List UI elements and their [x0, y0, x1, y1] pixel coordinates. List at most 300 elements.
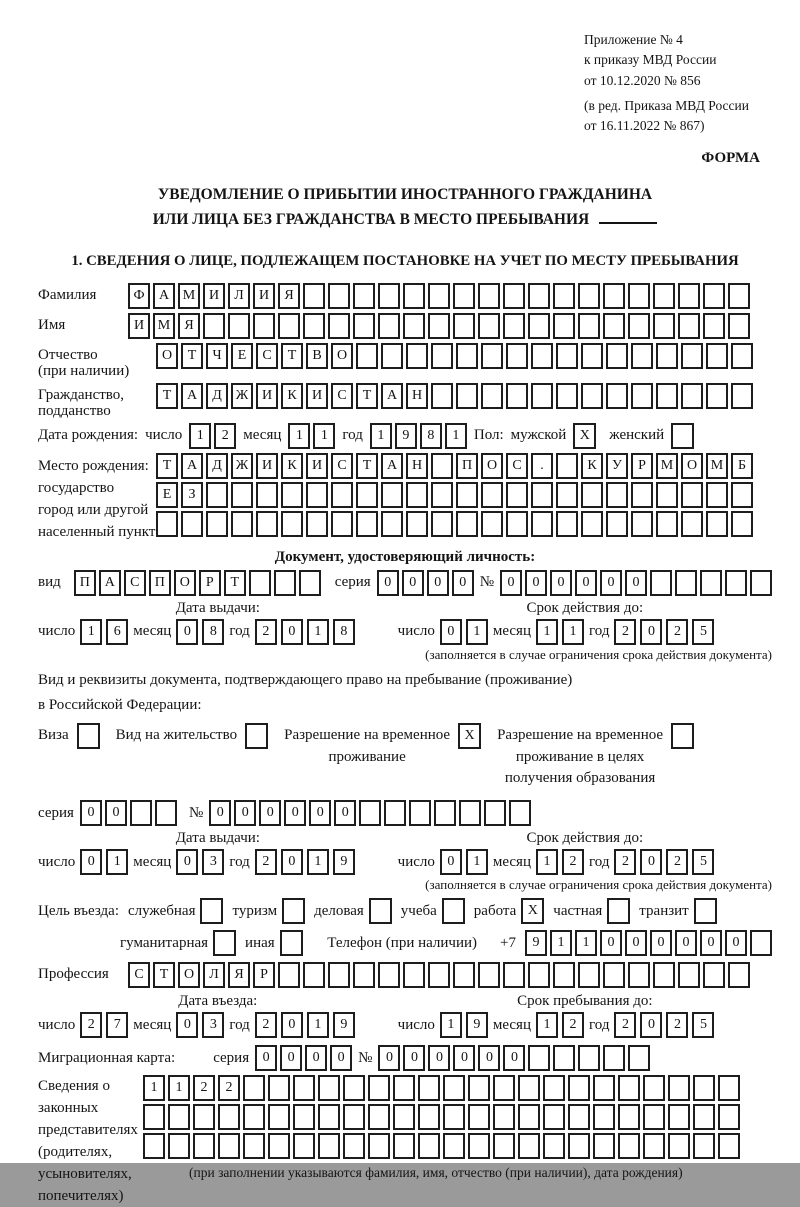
char-box[interactable]: 0 [209, 800, 231, 826]
char-box[interactable]: 3 [202, 849, 224, 875]
char-box[interactable] [256, 511, 278, 537]
char-box[interactable]: М [153, 313, 175, 339]
char-box[interactable] [431, 482, 453, 508]
char-box[interactable] [256, 482, 278, 508]
char-box[interactable]: 2 [214, 423, 236, 449]
char-box[interactable]: 0 [281, 619, 303, 645]
char-box[interactable] [706, 511, 728, 537]
char-box[interactable]: П [456, 453, 478, 479]
char-box[interactable]: 0 [700, 930, 722, 956]
char-box[interactable]: 0 [176, 619, 198, 645]
char-box[interactable] [728, 313, 750, 339]
char-box[interactable]: С [506, 453, 528, 479]
char-box[interactable]: 2 [255, 1012, 277, 1038]
char-box[interactable]: З [181, 482, 203, 508]
char-box[interactable] [531, 343, 553, 369]
char-box[interactable] [725, 570, 747, 596]
char-box[interactable] [656, 383, 678, 409]
char-box[interactable] [443, 1075, 465, 1101]
char-box[interactable]: И [128, 313, 150, 339]
char-box[interactable] [328, 283, 350, 309]
char-box[interactable] [656, 511, 678, 537]
char-box[interactable] [509, 800, 531, 826]
char-box[interactable] [193, 1133, 215, 1159]
char-box[interactable]: 1 [550, 930, 572, 956]
char-box[interactable]: Р [199, 570, 221, 596]
purpose-study-checkbox[interactable] [442, 898, 465, 924]
char-box[interactable]: К [281, 453, 303, 479]
char-box[interactable]: 1 [575, 930, 597, 956]
char-box[interactable]: Ф [128, 283, 150, 309]
char-box[interactable] [453, 313, 475, 339]
char-box[interactable]: 1 [536, 849, 558, 875]
char-box[interactable] [143, 1133, 165, 1159]
char-box[interactable]: М [178, 283, 200, 309]
char-box[interactable] [428, 962, 450, 988]
char-box[interactable] [293, 1075, 315, 1101]
char-box[interactable] [693, 1133, 715, 1159]
char-box[interactable] [528, 283, 550, 309]
char-box[interactable] [503, 962, 525, 988]
char-box[interactable] [274, 570, 296, 596]
char-box[interactable]: 1 [466, 619, 488, 645]
char-box[interactable] [356, 511, 378, 537]
char-box[interactable]: 0 [80, 800, 102, 826]
char-box[interactable]: 9 [395, 423, 417, 449]
char-box[interactable] [631, 343, 653, 369]
char-box[interactable] [543, 1075, 565, 1101]
char-box[interactable] [478, 313, 500, 339]
char-box[interactable]: Ж [231, 383, 253, 409]
char-box[interactable]: Е [231, 343, 253, 369]
char-box[interactable] [731, 482, 753, 508]
char-box[interactable]: И [306, 383, 328, 409]
char-box[interactable] [406, 511, 428, 537]
char-box[interactable] [468, 1075, 490, 1101]
char-box[interactable] [456, 343, 478, 369]
char-box[interactable] [656, 343, 678, 369]
char-box[interactable] [703, 962, 725, 988]
char-box[interactable] [130, 800, 152, 826]
char-box[interactable]: Т [356, 453, 378, 479]
char-box[interactable]: 0 [478, 1045, 500, 1071]
char-box[interactable] [656, 482, 678, 508]
char-box[interactable]: Т [156, 453, 178, 479]
char-box[interactable]: Т [281, 343, 303, 369]
char-box[interactable]: И [203, 283, 225, 309]
char-box[interactable] [403, 962, 425, 988]
char-box[interactable]: П [74, 570, 96, 596]
char-box[interactable] [578, 962, 600, 988]
char-box[interactable]: 0 [440, 849, 462, 875]
char-box[interactable]: Я [278, 283, 300, 309]
char-box[interactable]: Т [153, 962, 175, 988]
char-box[interactable] [443, 1133, 465, 1159]
char-box[interactable]: 0 [330, 1045, 352, 1071]
char-box[interactable]: 0 [600, 930, 622, 956]
char-box[interactable]: 0 [428, 1045, 450, 1071]
char-box[interactable] [528, 962, 550, 988]
char-box[interactable] [318, 1133, 340, 1159]
char-box[interactable]: А [381, 453, 403, 479]
char-box[interactable] [531, 482, 553, 508]
char-box[interactable] [681, 383, 703, 409]
char-box[interactable] [653, 962, 675, 988]
char-box[interactable]: 0 [176, 1012, 198, 1038]
char-box[interactable]: Н [406, 453, 428, 479]
char-box[interactable] [481, 482, 503, 508]
residence-permit-checkbox[interactable] [245, 723, 268, 749]
char-box[interactable] [268, 1075, 290, 1101]
purpose-private-checkbox[interactable] [607, 898, 630, 924]
char-box[interactable]: 0 [281, 1012, 303, 1038]
char-box[interactable] [618, 1104, 640, 1130]
char-box[interactable] [406, 482, 428, 508]
char-box[interactable] [556, 343, 578, 369]
char-box[interactable]: 2 [562, 849, 584, 875]
char-box[interactable] [506, 482, 528, 508]
char-box[interactable]: 1 [313, 423, 335, 449]
char-box[interactable]: В [306, 343, 328, 369]
char-box[interactable]: 0 [453, 1045, 475, 1071]
char-box[interactable]: Я [228, 962, 250, 988]
char-box[interactable] [578, 283, 600, 309]
char-box[interactable]: 2 [255, 849, 277, 875]
char-box[interactable] [675, 570, 697, 596]
char-box[interactable] [731, 383, 753, 409]
char-box[interactable] [628, 283, 650, 309]
char-box[interactable]: 1 [536, 1012, 558, 1038]
char-box[interactable]: П [149, 570, 171, 596]
char-box[interactable] [568, 1075, 590, 1101]
char-box[interactable]: 9 [466, 1012, 488, 1038]
char-box[interactable]: 0 [234, 800, 256, 826]
char-box[interactable] [728, 283, 750, 309]
char-box[interactable] [653, 283, 675, 309]
char-box[interactable] [406, 343, 428, 369]
char-box[interactable] [581, 383, 603, 409]
char-box[interactable] [581, 482, 603, 508]
char-box[interactable] [381, 343, 403, 369]
char-box[interactable] [393, 1075, 415, 1101]
char-box[interactable] [418, 1104, 440, 1130]
char-box[interactable] [206, 511, 228, 537]
char-box[interactable]: 0 [281, 849, 303, 875]
char-box[interactable] [553, 1045, 575, 1071]
char-box[interactable]: 0 [725, 930, 747, 956]
char-box[interactable] [428, 283, 450, 309]
char-box[interactable] [706, 343, 728, 369]
char-box[interactable]: 2 [666, 1012, 688, 1038]
char-box[interactable]: 1 [440, 1012, 462, 1038]
char-box[interactable]: С [331, 453, 353, 479]
char-box[interactable]: 1 [445, 423, 467, 449]
char-box[interactable] [303, 283, 325, 309]
char-box[interactable]: О [331, 343, 353, 369]
sex-female-checkbox[interactable] [671, 423, 694, 449]
char-box[interactable] [718, 1133, 740, 1159]
char-box[interactable] [581, 343, 603, 369]
char-box[interactable] [593, 1133, 615, 1159]
char-box[interactable]: 0 [305, 1045, 327, 1071]
char-box[interactable] [393, 1104, 415, 1130]
char-box[interactable] [155, 800, 177, 826]
char-box[interactable] [531, 511, 553, 537]
char-box[interactable] [459, 800, 481, 826]
char-box[interactable] [643, 1075, 665, 1101]
char-box[interactable]: 0 [625, 930, 647, 956]
char-box[interactable] [318, 1075, 340, 1101]
char-box[interactable]: А [99, 570, 121, 596]
char-box[interactable] [603, 962, 625, 988]
char-box[interactable] [493, 1133, 515, 1159]
char-box[interactable] [456, 383, 478, 409]
char-box[interactable] [206, 482, 228, 508]
char-box[interactable]: С [124, 570, 146, 596]
char-box[interactable] [484, 800, 506, 826]
char-box[interactable] [318, 1104, 340, 1130]
char-box[interactable]: 2 [80, 1012, 102, 1038]
char-box[interactable] [543, 1104, 565, 1130]
char-box[interactable]: Д [206, 383, 228, 409]
char-box[interactable]: 2 [562, 1012, 584, 1038]
char-box[interactable] [603, 313, 625, 339]
char-box[interactable]: 9 [525, 930, 547, 956]
char-box[interactable] [368, 1075, 390, 1101]
char-box[interactable] [506, 343, 528, 369]
char-box[interactable] [606, 383, 628, 409]
char-box[interactable]: С [331, 383, 353, 409]
char-box[interactable] [268, 1104, 290, 1130]
char-box[interactable]: 0 [259, 800, 281, 826]
char-box[interactable] [706, 482, 728, 508]
char-box[interactable] [203, 313, 225, 339]
char-box[interactable] [303, 962, 325, 988]
char-box[interactable]: 0 [440, 619, 462, 645]
char-box[interactable] [531, 383, 553, 409]
char-box[interactable] [328, 962, 350, 988]
char-box[interactable] [718, 1075, 740, 1101]
char-box[interactable]: А [153, 283, 175, 309]
char-box[interactable] [478, 962, 500, 988]
purpose-business-checkbox[interactable] [200, 898, 223, 924]
char-box[interactable] [593, 1104, 615, 1130]
char-box[interactable] [718, 1104, 740, 1130]
char-box[interactable] [299, 570, 321, 596]
char-box[interactable]: 2 [614, 1012, 636, 1038]
visa-checkbox[interactable] [77, 723, 100, 749]
char-box[interactable] [731, 343, 753, 369]
char-box[interactable] [243, 1075, 265, 1101]
char-box[interactable] [618, 1133, 640, 1159]
sex-male-checkbox[interactable]: X [573, 423, 596, 449]
char-box[interactable]: 1 [466, 849, 488, 875]
char-box[interactable] [143, 1104, 165, 1130]
char-box[interactable]: 1 [80, 619, 102, 645]
char-box[interactable]: И [256, 383, 278, 409]
char-box[interactable]: 1 [106, 849, 128, 875]
char-box[interactable] [378, 313, 400, 339]
char-box[interactable] [359, 800, 381, 826]
char-box[interactable] [603, 283, 625, 309]
purpose-tourism-checkbox[interactable] [282, 898, 305, 924]
purpose-commercial-checkbox[interactable] [369, 898, 392, 924]
char-box[interactable]: Д [206, 453, 228, 479]
char-box[interactable]: Л [203, 962, 225, 988]
char-box[interactable] [703, 313, 725, 339]
char-box[interactable] [231, 511, 253, 537]
char-box[interactable] [643, 1104, 665, 1130]
char-box[interactable]: Б [731, 453, 753, 479]
char-box[interactable] [703, 283, 725, 309]
char-box[interactable] [493, 1075, 515, 1101]
purpose-work-checkbox[interactable]: X [521, 898, 544, 924]
char-box[interactable]: К [281, 383, 303, 409]
char-box[interactable] [728, 962, 750, 988]
char-box[interactable]: Ж [231, 453, 253, 479]
char-box[interactable]: 2 [666, 849, 688, 875]
char-box[interactable] [593, 1075, 615, 1101]
char-box[interactable]: 1 [168, 1075, 190, 1101]
char-box[interactable] [481, 383, 503, 409]
char-box[interactable] [343, 1075, 365, 1101]
char-box[interactable]: 0 [427, 570, 449, 596]
char-box[interactable] [468, 1133, 490, 1159]
char-box[interactable]: 0 [105, 800, 127, 826]
char-box[interactable] [353, 283, 375, 309]
char-box[interactable]: 0 [452, 570, 474, 596]
char-box[interactable] [431, 511, 453, 537]
char-box[interactable] [168, 1133, 190, 1159]
char-box[interactable]: Т [156, 383, 178, 409]
char-box[interactable]: О [681, 453, 703, 479]
char-box[interactable] [506, 383, 528, 409]
char-box[interactable] [681, 511, 703, 537]
char-box[interactable] [556, 482, 578, 508]
char-box[interactable]: 1 [307, 849, 329, 875]
char-box[interactable] [528, 313, 550, 339]
char-box[interactable] [606, 343, 628, 369]
char-box[interactable]: 0 [402, 570, 424, 596]
char-box[interactable] [528, 1045, 550, 1071]
char-box[interactable]: А [181, 383, 203, 409]
char-box[interactable] [343, 1104, 365, 1130]
char-box[interactable] [481, 343, 503, 369]
char-box[interactable]: 0 [650, 930, 672, 956]
char-box[interactable]: 0 [640, 619, 662, 645]
char-box[interactable]: 2 [193, 1075, 215, 1101]
char-box[interactable] [418, 1133, 440, 1159]
char-box[interactable]: 2 [218, 1075, 240, 1101]
char-box[interactable] [668, 1133, 690, 1159]
char-box[interactable] [343, 1133, 365, 1159]
char-box[interactable]: 8 [420, 423, 442, 449]
char-box[interactable] [631, 511, 653, 537]
char-box[interactable]: А [381, 383, 403, 409]
char-box[interactable] [568, 1133, 590, 1159]
char-box[interactable] [378, 962, 400, 988]
char-box[interactable]: 8 [202, 619, 224, 645]
char-box[interactable] [328, 313, 350, 339]
char-box[interactable]: 2 [614, 619, 636, 645]
char-box[interactable] [281, 511, 303, 537]
char-box[interactable]: И [253, 283, 275, 309]
char-box[interactable] [731, 511, 753, 537]
char-box[interactable]: 2 [614, 849, 636, 875]
char-box[interactable]: Н [406, 383, 428, 409]
char-box[interactable]: С [256, 343, 278, 369]
char-box[interactable]: 0 [334, 800, 356, 826]
char-box[interactable]: 1 [536, 619, 558, 645]
char-box[interactable]: 0 [625, 570, 647, 596]
char-box[interactable]: 0 [80, 849, 102, 875]
char-box[interactable]: Р [253, 962, 275, 988]
char-box[interactable]: 0 [255, 1045, 277, 1071]
char-box[interactable]: Е [156, 482, 178, 508]
char-box[interactable]: 7 [106, 1012, 128, 1038]
char-box[interactable] [518, 1075, 540, 1101]
char-box[interactable] [306, 482, 328, 508]
char-box[interactable] [249, 570, 271, 596]
char-box[interactable] [403, 313, 425, 339]
char-box[interactable]: 2 [255, 619, 277, 645]
char-box[interactable] [606, 511, 628, 537]
char-box[interactable] [678, 962, 700, 988]
char-box[interactable] [353, 962, 375, 988]
char-box[interactable]: 5 [692, 1012, 714, 1038]
char-box[interactable]: Л [228, 283, 250, 309]
char-box[interactable]: Ч [206, 343, 228, 369]
char-box[interactable]: 1 [143, 1075, 165, 1101]
char-box[interactable] [193, 1104, 215, 1130]
char-box[interactable]: 5 [692, 619, 714, 645]
char-box[interactable] [353, 313, 375, 339]
char-box[interactable]: С [128, 962, 150, 988]
char-box[interactable]: 9 [333, 1012, 355, 1038]
char-box[interactable] [578, 313, 600, 339]
char-box[interactable] [700, 570, 722, 596]
char-box[interactable]: . [531, 453, 553, 479]
char-box[interactable]: 6 [106, 619, 128, 645]
char-box[interactable] [243, 1104, 265, 1130]
char-box[interactable]: 1 [288, 423, 310, 449]
char-box[interactable] [409, 800, 431, 826]
char-box[interactable] [631, 482, 653, 508]
char-box[interactable] [381, 482, 403, 508]
char-box[interactable]: 1 [189, 423, 211, 449]
char-box[interactable] [668, 1075, 690, 1101]
char-box[interactable]: О [481, 453, 503, 479]
char-box[interactable] [628, 962, 650, 988]
char-box[interactable] [628, 313, 650, 339]
char-box[interactable]: А [181, 453, 203, 479]
char-box[interactable] [378, 283, 400, 309]
char-box[interactable] [606, 482, 628, 508]
char-box[interactable] [381, 511, 403, 537]
char-box[interactable]: 0 [550, 570, 572, 596]
char-box[interactable] [693, 1075, 715, 1101]
char-box[interactable] [653, 313, 675, 339]
char-box[interactable] [693, 1104, 715, 1130]
char-box[interactable] [278, 313, 300, 339]
edu-permit-checkbox[interactable] [671, 723, 694, 749]
char-box[interactable]: Р [631, 453, 653, 479]
char-box[interactable] [578, 1045, 600, 1071]
char-box[interactable] [168, 1104, 190, 1130]
char-box[interactable]: И [256, 453, 278, 479]
char-box[interactable] [650, 570, 672, 596]
char-box[interactable] [228, 313, 250, 339]
